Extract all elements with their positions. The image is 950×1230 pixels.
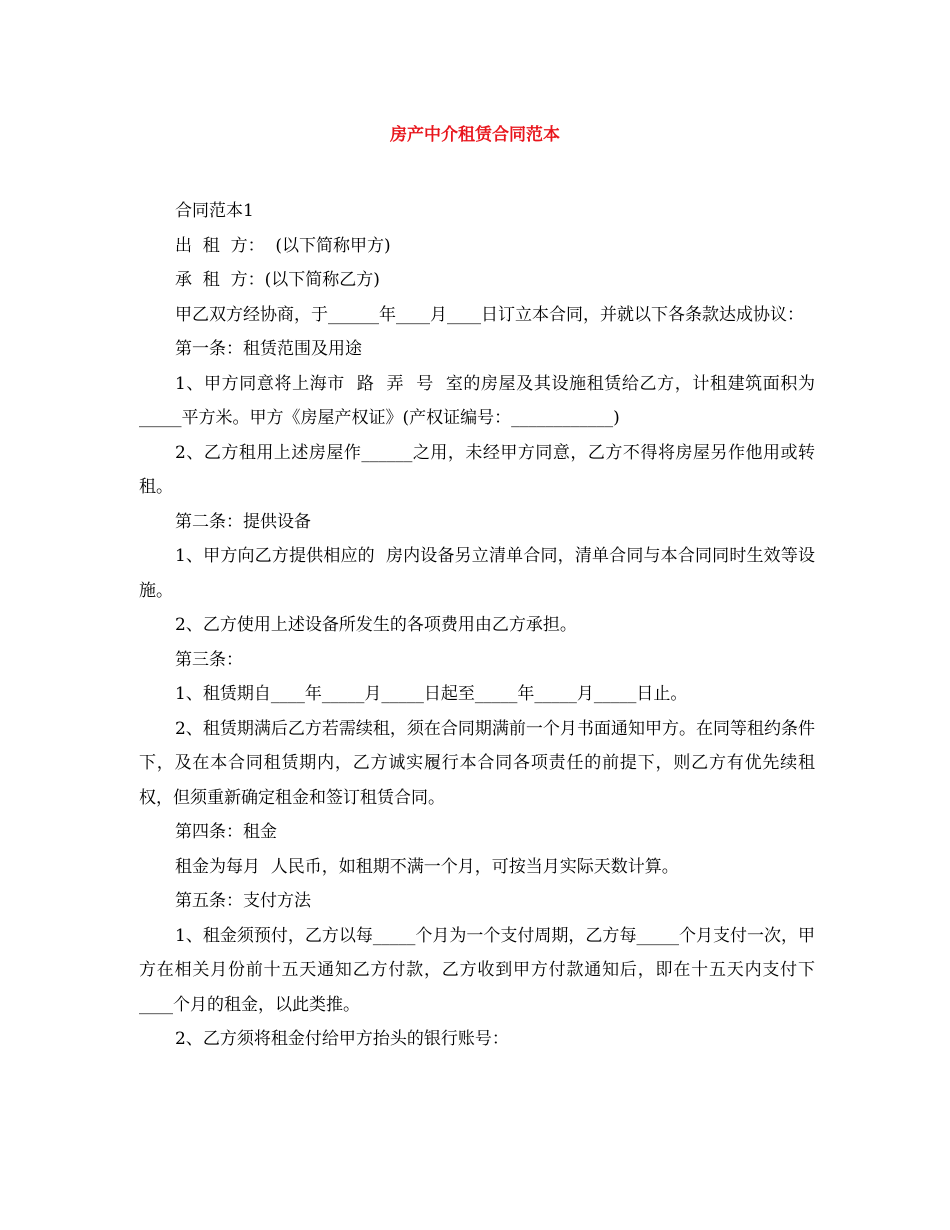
article-5-heading: 第五条：支付方法: [175, 891, 311, 911]
article-4-body: 租金为每月 人民币，如租期不满一个月，可按当月实际天数计算。: [175, 856, 679, 877]
document-body: [139, 194, 815, 1057]
article-3-heading: 第三条：: [175, 649, 243, 670]
article-5-clause-2: 2、乙方须将租金付给甲方抬头的银行账号：: [175, 1029, 509, 1049]
article-1-clause-1: 1、甲方同意将上海市 路 弄 号 室的房屋及其设施租赁给乙方，计租建筑面积为_____平方米。甲方《房屋产权证》(产权证编号：____________): [139, 373, 815, 428]
article-2-heading: 第二条：提供设备: [175, 511, 311, 532]
paragraph-agreement-intro: 甲乙双方经协商，于______年____月____日订立本合同，并就以下各条款达成协议：: [175, 304, 804, 325]
document-title: 房产中介租赁合同范本: [390, 125, 560, 145]
article-4-heading: 第四条：租金: [175, 822, 277, 842]
article-3-clause-1: 1、租赁期自____年_____月_____日起至_____年_____月_____日止。: [175, 684, 688, 704]
article-1-heading: 第一条：租赁范围及用途: [175, 339, 362, 359]
article-1-clause-2: 2、乙方租用上述房屋作______之用，未经甲方同意，乙方不得将房屋另作他用或转租。: [139, 442, 815, 497]
article-2-clause-1: 1、甲方向乙方提供相应的 房内设备另立清单合同，清单合同与本合同同时生效等设施。: [139, 546, 815, 601]
article-2-clause-2: 2、乙方使用上述设备所发生的各项费用由乙方承担。: [175, 615, 577, 635]
paragraph-template-name: 合同范本1: [175, 201, 254, 221]
article-3-clause-2: 2、租赁期满后乙方若需续租，须在合同期满前一个月书面通知甲方。在同等租约条件下，及在本合同租赁期内，乙方诚实履行本合同各项责任的前提下，则乙方有优先续租权，但须重新确定租金和签订租赁合同。: [139, 718, 815, 808]
article-5-clause-1: 1、租金须预付，乙方以每_____个月为一个支付周期，乙方每_____个月支付一次，甲方在相关月份前十五天通知乙方付款，乙方收到甲方付款通知后，即在十五天内支付下____个月的租金，以此类推。: [139, 925, 815, 1015]
paragraph-lessor: 出 租 方： (以下简称甲方): [175, 235, 391, 256]
paragraph-lessee: 承 租 方：(以下简称乙方): [175, 270, 380, 290]
